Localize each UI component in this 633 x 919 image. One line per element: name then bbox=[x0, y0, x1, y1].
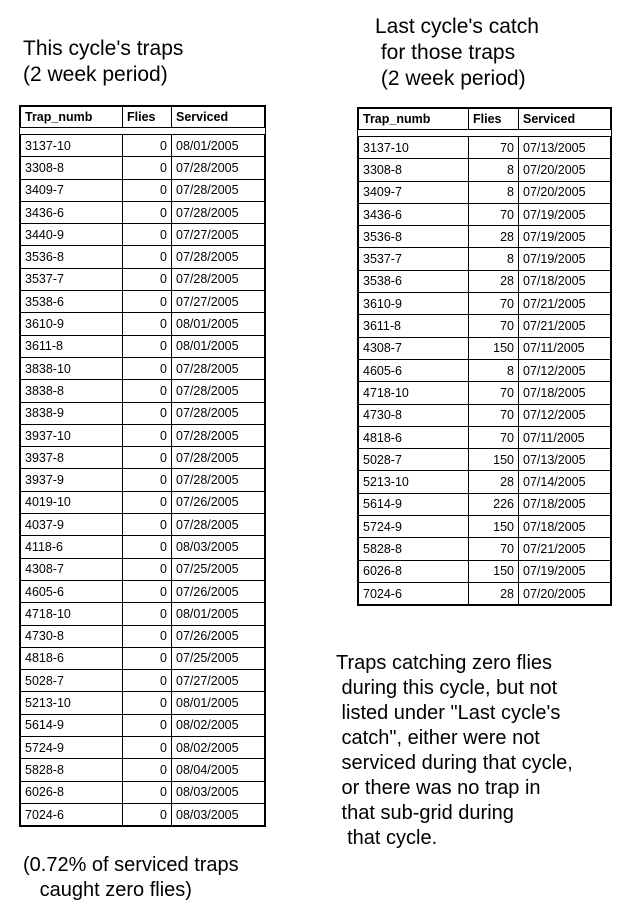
table-row bbox=[21, 135, 265, 157]
trap-number-cell: 3436-6 bbox=[359, 203, 469, 225]
table-row bbox=[359, 226, 611, 248]
serviced-date-cell: 07/28/2005 bbox=[172, 179, 265, 201]
trap-number-cell: 6026-8 bbox=[359, 560, 469, 582]
serviced-date-cell: 07/25/2005 bbox=[172, 558, 265, 580]
trap-number-cell: 3937-8 bbox=[21, 447, 123, 469]
trap-number-cell: 4605-6 bbox=[21, 580, 123, 602]
table-row bbox=[21, 491, 265, 513]
table-row bbox=[21, 402, 265, 424]
trap-number-cell: 3308-8 bbox=[21, 157, 123, 179]
table-row bbox=[21, 603, 265, 625]
flies-cell: 0 bbox=[123, 491, 172, 513]
serviced-date-cell: 07/13/2005 bbox=[519, 449, 611, 471]
serviced-date-cell: 08/01/2005 bbox=[172, 313, 265, 335]
table-row bbox=[21, 647, 265, 669]
serviced-date-cell: 07/27/2005 bbox=[172, 224, 265, 246]
flies-cell: 0 bbox=[123, 201, 172, 223]
flies-cell: 0 bbox=[123, 135, 172, 157]
trap-number-cell: 3838-9 bbox=[21, 402, 123, 424]
trap-number-cell: 7024-6 bbox=[359, 582, 469, 604]
left-table-title: This cycle's traps (2 week period) bbox=[23, 37, 184, 86]
table-row bbox=[21, 558, 265, 580]
trap-number-cell: 5028-7 bbox=[21, 670, 123, 692]
trap-number-cell: 5828-8 bbox=[359, 538, 469, 560]
trap-number-cell: 4118-6 bbox=[21, 536, 123, 558]
table-row bbox=[21, 536, 265, 558]
flies-cell: 0 bbox=[123, 469, 172, 491]
serviced-date-cell: 07/26/2005 bbox=[172, 491, 265, 513]
table-row bbox=[21, 179, 265, 201]
serviced-date-cell: 07/20/2005 bbox=[519, 159, 611, 181]
serviced-date-cell: 07/18/2005 bbox=[519, 493, 611, 515]
flies-cell: 0 bbox=[123, 670, 172, 692]
table-row bbox=[21, 357, 265, 379]
serviced-date-cell: 07/20/2005 bbox=[519, 181, 611, 203]
explanation-note: Traps catching zero flies during this cycle, but not listed under "Last cycle's catch", either were not serviced during that cycle, or there was no trap in that sub-grid during that cycle. bbox=[336, 652, 573, 849]
serviced-date-cell: 07/28/2005 bbox=[172, 469, 265, 491]
trap-number-cell: 5614-9 bbox=[359, 493, 469, 515]
trap-number-cell: 3838-10 bbox=[21, 357, 123, 379]
trap-number-cell: 4308-7 bbox=[359, 337, 469, 359]
table-row bbox=[359, 315, 611, 337]
serviced-date-cell: 07/18/2005 bbox=[519, 382, 611, 404]
flies-cell: 150 bbox=[469, 560, 519, 582]
serviced-date-cell: 07/21/2005 bbox=[519, 315, 611, 337]
serviced-date-cell: 08/03/2005 bbox=[172, 536, 265, 558]
table-row bbox=[21, 224, 265, 246]
flies-cell: 0 bbox=[123, 803, 172, 825]
table-row bbox=[359, 404, 611, 426]
flies-cell: 0 bbox=[123, 268, 172, 290]
trap-number-cell: 4730-8 bbox=[21, 625, 123, 647]
table-row bbox=[21, 514, 265, 536]
trap-number-cell: 3436-6 bbox=[21, 201, 123, 223]
flies-cell: 0 bbox=[123, 335, 172, 357]
table-row bbox=[21, 201, 265, 223]
flies-cell: 28 bbox=[469, 270, 519, 292]
table-row bbox=[359, 516, 611, 538]
trap-number-cell: 3937-10 bbox=[21, 424, 123, 446]
flies-cell: 70 bbox=[469, 426, 519, 448]
trap-number-cell: 3611-8 bbox=[359, 315, 469, 337]
trap-number-cell: 3538-6 bbox=[21, 291, 123, 313]
flies-cell: 150 bbox=[469, 337, 519, 359]
trap-number-cell: 5614-9 bbox=[21, 714, 123, 736]
flies-cell: 0 bbox=[123, 224, 172, 246]
trap-number-cell: 6026-8 bbox=[21, 781, 123, 803]
trap-number-cell: 4308-7 bbox=[21, 558, 123, 580]
trap-number-cell: 4730-8 bbox=[359, 404, 469, 426]
flies-cell: 0 bbox=[123, 714, 172, 736]
flies-cell: 150 bbox=[469, 449, 519, 471]
serviced-date-cell: 07/28/2005 bbox=[172, 357, 265, 379]
table-row bbox=[359, 493, 611, 515]
serviced-date-cell: 07/28/2005 bbox=[172, 268, 265, 290]
table-row bbox=[21, 157, 265, 179]
footer-note: (0.72% of serviced traps caught zero flies) bbox=[23, 854, 239, 901]
serviced-date-cell: 08/01/2005 bbox=[172, 335, 265, 357]
serviced-date-cell: 07/12/2005 bbox=[519, 359, 611, 381]
table-row bbox=[21, 759, 265, 781]
table-row bbox=[359, 471, 611, 493]
table-row bbox=[359, 203, 611, 225]
flies-cell: 28 bbox=[469, 471, 519, 493]
trap-number-cell: 3536-8 bbox=[359, 226, 469, 248]
trap-number-cell: 3611-8 bbox=[21, 335, 123, 357]
flies-cell: 0 bbox=[123, 447, 172, 469]
left-header-gap bbox=[21, 128, 265, 135]
flies-cell: 8 bbox=[469, 359, 519, 381]
flies-cell: 226 bbox=[469, 493, 519, 515]
trap-number-cell: 3838-8 bbox=[21, 380, 123, 402]
trap-number-cell: 3409-7 bbox=[21, 179, 123, 201]
table-row bbox=[21, 692, 265, 714]
trap-number-cell: 3308-8 bbox=[359, 159, 469, 181]
table-row bbox=[21, 447, 265, 469]
serviced-date-cell: 07/28/2005 bbox=[172, 201, 265, 223]
serviced-date-cell: 07/27/2005 bbox=[172, 670, 265, 692]
flies-cell: 0 bbox=[123, 536, 172, 558]
serviced-date-cell: 08/03/2005 bbox=[172, 781, 265, 803]
trap-number-cell: 5028-7 bbox=[359, 449, 469, 471]
flies-cell: 0 bbox=[123, 558, 172, 580]
serviced-date-cell: 07/26/2005 bbox=[172, 625, 265, 647]
trap-number-cell: 3937-9 bbox=[21, 469, 123, 491]
flies-cell: 8 bbox=[469, 248, 519, 270]
flies-cell: 0 bbox=[123, 157, 172, 179]
left-table-header-row bbox=[21, 107, 265, 128]
trap-number-cell: 4818-6 bbox=[21, 647, 123, 669]
serviced-date-cell: 07/28/2005 bbox=[172, 380, 265, 402]
serviced-date-cell: 07/28/2005 bbox=[172, 514, 265, 536]
serviced-date-cell: 07/28/2005 bbox=[172, 246, 265, 268]
flies-cell: 0 bbox=[123, 781, 172, 803]
table-row bbox=[21, 580, 265, 602]
serviced-date-cell: 07/13/2005 bbox=[519, 137, 611, 159]
flies-cell: 70 bbox=[469, 203, 519, 225]
serviced-date-cell: 07/11/2005 bbox=[519, 337, 611, 359]
table-row bbox=[21, 424, 265, 446]
flies-cell: 0 bbox=[123, 625, 172, 647]
right-col-flies: Flies bbox=[469, 109, 519, 130]
left-table bbox=[20, 106, 265, 826]
serviced-date-cell: 07/18/2005 bbox=[519, 516, 611, 538]
left-col-flies: Flies bbox=[123, 107, 172, 128]
trap-number-cell: 4718-10 bbox=[359, 382, 469, 404]
trap-number-cell: 3536-8 bbox=[21, 246, 123, 268]
trap-number-cell: 5828-8 bbox=[21, 759, 123, 781]
serviced-date-cell: 07/18/2005 bbox=[519, 270, 611, 292]
flies-cell: 0 bbox=[123, 692, 172, 714]
table-row bbox=[21, 246, 265, 268]
serviced-date-cell: 08/03/2005 bbox=[172, 803, 265, 825]
flies-cell: 0 bbox=[123, 647, 172, 669]
trap-number-cell: 7024-6 bbox=[21, 803, 123, 825]
table-row bbox=[21, 291, 265, 313]
table-row bbox=[21, 335, 265, 357]
trap-number-cell: 3137-10 bbox=[359, 137, 469, 159]
serviced-date-cell: 08/02/2005 bbox=[172, 714, 265, 736]
right-table-title: Last cycle's catch for those traps (2 week period) bbox=[375, 15, 539, 90]
serviced-date-cell: 08/01/2005 bbox=[172, 135, 265, 157]
table-row bbox=[21, 625, 265, 647]
table-row bbox=[21, 380, 265, 402]
serviced-date-cell: 08/02/2005 bbox=[172, 737, 265, 759]
trap-number-cell: 3440-9 bbox=[21, 224, 123, 246]
table-row bbox=[21, 714, 265, 736]
table-row bbox=[359, 181, 611, 203]
serviced-date-cell: 08/04/2005 bbox=[172, 759, 265, 781]
serviced-date-cell: 07/19/2005 bbox=[519, 248, 611, 270]
flies-cell: 0 bbox=[123, 759, 172, 781]
table-row bbox=[359, 248, 611, 270]
right-table-header-row bbox=[359, 109, 611, 130]
flies-cell: 70 bbox=[469, 538, 519, 560]
serviced-date-cell: 08/01/2005 bbox=[172, 603, 265, 625]
right-col-serviced: Serviced bbox=[519, 109, 611, 130]
flies-cell: 8 bbox=[469, 159, 519, 181]
trap-number-cell: 5724-9 bbox=[359, 516, 469, 538]
right-header-gap bbox=[359, 130, 611, 137]
trap-number-cell: 5213-10 bbox=[21, 692, 123, 714]
serviced-date-cell: 07/28/2005 bbox=[172, 447, 265, 469]
flies-cell: 0 bbox=[123, 402, 172, 424]
flies-cell: 0 bbox=[123, 380, 172, 402]
table-row bbox=[21, 781, 265, 803]
trap-number-cell: 4818-6 bbox=[359, 426, 469, 448]
right-table bbox=[358, 108, 611, 605]
flies-cell: 0 bbox=[123, 514, 172, 536]
table-row bbox=[21, 803, 265, 825]
trap-number-cell: 3537-7 bbox=[359, 248, 469, 270]
flies-cell: 0 bbox=[123, 179, 172, 201]
flies-cell: 70 bbox=[469, 315, 519, 337]
serviced-date-cell: 07/19/2005 bbox=[519, 560, 611, 582]
trap-number-cell: 3537-7 bbox=[21, 268, 123, 290]
serviced-date-cell: 07/25/2005 bbox=[172, 647, 265, 669]
serviced-date-cell: 07/28/2005 bbox=[172, 157, 265, 179]
flies-cell: 0 bbox=[123, 246, 172, 268]
trap-number-cell: 4605-6 bbox=[359, 359, 469, 381]
serviced-date-cell: 07/21/2005 bbox=[519, 538, 611, 560]
table-row bbox=[359, 137, 611, 159]
serviced-date-cell: 07/14/2005 bbox=[519, 471, 611, 493]
flies-cell: 0 bbox=[123, 291, 172, 313]
table-row bbox=[359, 382, 611, 404]
trap-number-cell: 3409-7 bbox=[359, 181, 469, 203]
table-row bbox=[359, 449, 611, 471]
flies-cell: 0 bbox=[123, 357, 172, 379]
trap-number-cell: 5724-9 bbox=[21, 737, 123, 759]
serviced-date-cell: 07/28/2005 bbox=[172, 402, 265, 424]
table-row bbox=[359, 270, 611, 292]
flies-cell: 0 bbox=[123, 424, 172, 446]
right-col-trap-numb: Trap_numb bbox=[359, 109, 469, 130]
flies-cell: 28 bbox=[469, 226, 519, 248]
flies-cell: 0 bbox=[123, 737, 172, 759]
left-col-trap-numb: Trap_numb bbox=[21, 107, 123, 128]
table-row bbox=[359, 560, 611, 582]
serviced-date-cell: 07/28/2005 bbox=[172, 424, 265, 446]
left-col-serviced: Serviced bbox=[172, 107, 265, 128]
table-row bbox=[21, 469, 265, 491]
trap-number-cell: 4718-10 bbox=[21, 603, 123, 625]
trap-number-cell: 4037-9 bbox=[21, 514, 123, 536]
serviced-date-cell: 08/01/2005 bbox=[172, 692, 265, 714]
trap-number-cell: 5213-10 bbox=[359, 471, 469, 493]
table-row bbox=[21, 737, 265, 759]
table-row bbox=[359, 337, 611, 359]
flies-cell: 28 bbox=[469, 582, 519, 604]
flies-cell: 70 bbox=[469, 404, 519, 426]
table-row bbox=[21, 313, 265, 335]
serviced-date-cell: 07/19/2005 bbox=[519, 226, 611, 248]
table-row bbox=[359, 426, 611, 448]
table-row bbox=[359, 359, 611, 381]
flies-cell: 8 bbox=[469, 181, 519, 203]
serviced-date-cell: 07/26/2005 bbox=[172, 580, 265, 602]
table-row bbox=[21, 268, 265, 290]
trap-number-cell: 3137-10 bbox=[21, 135, 123, 157]
trap-number-cell: 3538-6 bbox=[359, 270, 469, 292]
flies-cell: 70 bbox=[469, 293, 519, 315]
trap-number-cell: 3610-9 bbox=[21, 313, 123, 335]
serviced-date-cell: 07/21/2005 bbox=[519, 293, 611, 315]
table-row bbox=[359, 293, 611, 315]
serviced-date-cell: 07/11/2005 bbox=[519, 426, 611, 448]
table-row bbox=[21, 670, 265, 692]
table-row bbox=[359, 582, 611, 604]
table-row bbox=[359, 159, 611, 181]
trap-number-cell: 4019-10 bbox=[21, 491, 123, 513]
flies-cell: 0 bbox=[123, 580, 172, 602]
serviced-date-cell: 07/19/2005 bbox=[519, 203, 611, 225]
flies-cell: 150 bbox=[469, 516, 519, 538]
serviced-date-cell: 07/27/2005 bbox=[172, 291, 265, 313]
serviced-date-cell: 07/20/2005 bbox=[519, 582, 611, 604]
table-row bbox=[359, 538, 611, 560]
flies-cell: 0 bbox=[123, 603, 172, 625]
flies-cell: 0 bbox=[123, 313, 172, 335]
serviced-date-cell: 07/12/2005 bbox=[519, 404, 611, 426]
flies-cell: 70 bbox=[469, 137, 519, 159]
trap-number-cell: 3610-9 bbox=[359, 293, 469, 315]
flies-cell: 70 bbox=[469, 382, 519, 404]
